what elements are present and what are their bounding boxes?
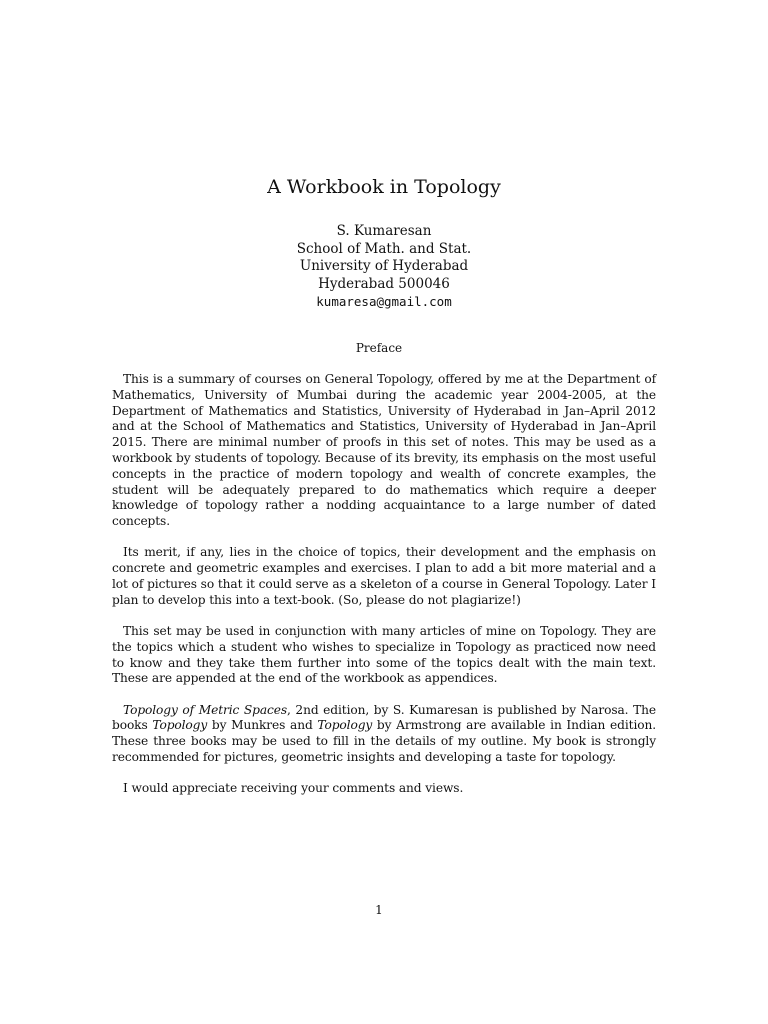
author-city: Hyderabad 500046: [318, 275, 450, 292]
author-block: [0, 223, 768, 311]
author-email: kumaresa@gmail.com: [316, 294, 452, 310]
preface-paragraph-books: [112, 703, 656, 766]
author-university: University of Hyderabad: [299, 258, 469, 275]
books-text-2: by Munkres and: [207, 718, 318, 733]
preface-paragraph-3: This set may be used in conjunction with many articles of mine on Topology. They are the topics which a student who wishes to specialize in Topology as practiced now need to know and they take them further into some of the topics dealt with the main text. These are appended at the end of the workbook as appendices.: [112, 623, 656, 686]
book-title-armstrong: Topology: [317, 718, 373, 733]
preface-body: [112, 372, 656, 812]
author-name: S. Kumaresan: [336, 223, 432, 239]
author-department: School of Math. and Stat.: [296, 240, 472, 257]
preface-heading: Preface: [355, 341, 403, 355]
book-title-munkres: Topology: [152, 718, 208, 733]
preface-paragraph-2: Its merit, if any, lies in the choice of topics, their development and the emphasis on concrete and geometric examples and exercises. I plan to add a bit more material and a lot of pictures so that it could serve as a skeleton of a course in General Topology. Later I plan to develop this into a text-book. (So, please do not plagiarize!): [112, 545, 656, 607]
preface-paragraph-1: This is a summary of courses on General Topology, offered by me at the Department of Mathematics, University of Mumbai during the academic year 2004-2005, at the Department of Mathematics and Statistics, University of Hyderabad in Jan–April 2012 and at the School of Mathematics and Statistics, University of Hyderabad in Jan–April 2015. There are minimal number of proofs in this set of notes. This may be used as a workbook by students of topology. Because of its brevity, its emphasis on the most useful concepts in the practice of modern topology and wealth of concrete examples, the student will be adequately prepared to do mathematics which require a deeper knowledge of topology rather a nodding acquaintance to a large number of dated concepts.: [112, 372, 656, 529]
books-text-1: , 2nd edition, by S. Kumaresan is published by Narosa. The books: [112, 702, 656, 733]
books-text-3: by Armstrong are available in Indian edition. These three books may be used to fill in the details of my outline. My book is strongly recommended for pictures, geometric insights and developing a taste for topology.: [112, 718, 657, 764]
page-number: 1: [375, 903, 383, 917]
document-title: A Workbook in Topology: [267, 176, 501, 198]
book-title-metric-spaces: Topology of Metric Spaces: [123, 702, 288, 717]
preface-closing: I would appreciate receiving your comments and views.: [123, 781, 464, 796]
